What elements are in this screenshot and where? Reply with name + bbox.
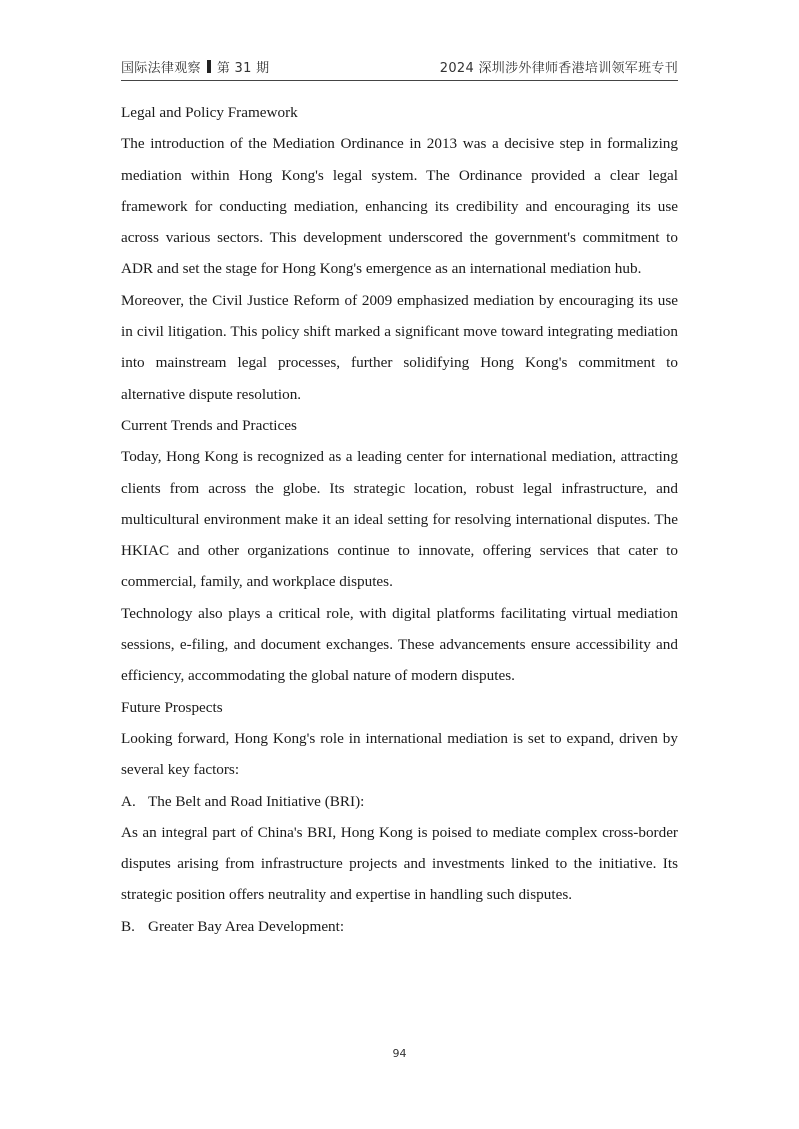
paragraph: Looking forward, Hong Kong's role in international mediation is set to expand, driven by several key factors: (121, 729, 678, 779)
section-heading-future-prospects: Future Prospects (121, 698, 223, 716)
list-item-label: A. (121, 792, 136, 810)
issue-number: 第 31 期 (216, 61, 270, 76)
list-item-text: The Belt and Road Initiative (BRI): (148, 792, 365, 810)
paragraph: As an integral part of China's BRI, Hong Kong is poised to mediate complex cross-border disputes arising from infrastructure projects and investments linked to the initiative. Its strategic position offers neutrality and expertise in handling such disputes. (121, 823, 678, 904)
list-item-text: Greater Bay Area Development: (148, 917, 345, 935)
paragraph: Today, Hong Kong is recognized as a leading center for international mediation, attracting clients from across the globe. Its strategic location, robust legal infrastructure, and multicultural environment make it an ideal setting for resolving international disputes. The HKIAC and other organizations continue to innovate, offering services that cater to commercial, family, and workplace disputes. (121, 448, 678, 591)
separator-bar (207, 60, 211, 73)
journal-title: 国际法律观察 (121, 61, 201, 76)
section-heading-current-trends: Current Trends and Practices (121, 416, 297, 434)
list-item-gba (121, 911, 678, 942)
page-number: 94 (392, 1047, 407, 1060)
running-header (121, 57, 678, 81)
list-item-label: B. (121, 917, 135, 935)
header-left (121, 57, 269, 76)
paragraph: Technology also plays a critical role, with digital platforms facilitating virtual mediation sessions, e-filing, and document exchanges. These advancements ensure accessibility and efficiency, accommodating the global nature of modern disputes. (121, 604, 678, 685)
section-heading-legal-policy: Legal and Policy Framework (121, 104, 298, 121)
list-item-bri (121, 786, 678, 817)
special-issue-title: 2024 深圳涉外律师香港培训领军班专刊 (439, 61, 678, 76)
paragraph: The introduction of the Mediation Ordinance in 2013 was a decisive step in formalizing mediation within Hong Kong's legal system. The Ordinance provided a clear legal framework for conducting mediation, enhancing its credibility and encouraging its use across various sectors. This development underscored the government's commitment to ADR and set the stage for Hong Kong's emergence as an international mediation hub. (121, 135, 678, 278)
article-body (121, 97, 678, 942)
paragraph: Moreover, the Civil Justice Reform of 2009 emphasized mediation by encouraging its use in civil litigation. This policy shift marked a significant move toward integrating mediation into mainstream legal processes, further solidifying Hong Kong's commitment to alternative dispute resolution. (121, 291, 678, 403)
